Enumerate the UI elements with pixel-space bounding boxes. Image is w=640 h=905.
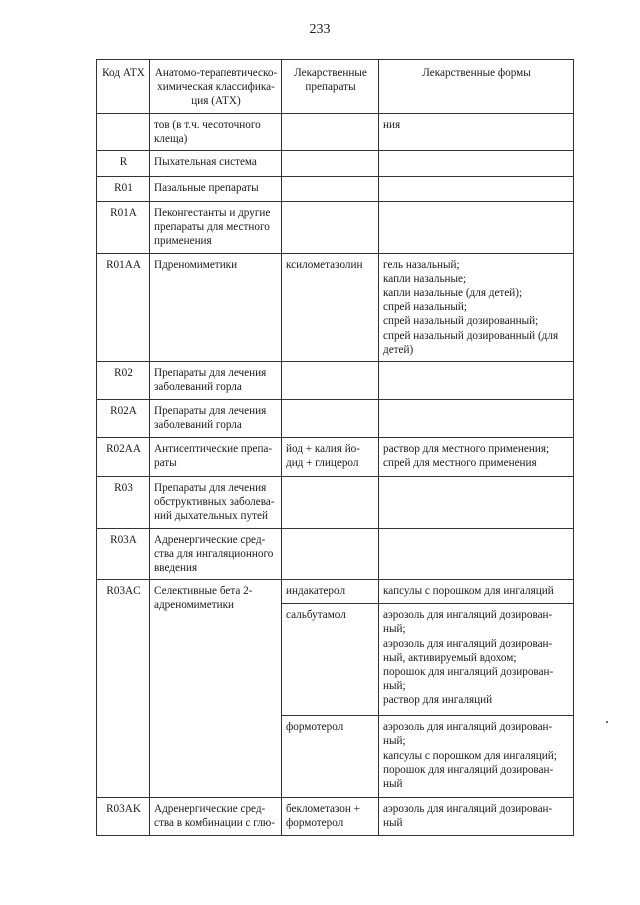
row-classification: Антисептические препа-раты xyxy=(150,438,282,477)
form-line: спрей назальный; xyxy=(383,301,468,314)
form-line: аэрозоль для ингаляций дозирован-ный; xyxy=(383,721,553,748)
row-code: R xyxy=(97,151,150,177)
row-drug: ксилометазолин xyxy=(282,253,379,361)
row-drug: йод + калия йо-дид + глицерол xyxy=(282,438,379,477)
form-line: капли назальные (для детей); xyxy=(383,287,523,300)
table-row xyxy=(97,528,574,580)
header-classification: Анатомо-терапевтическо-химическая классифика-ция (АТХ) xyxy=(150,60,282,114)
row-form xyxy=(379,477,574,529)
table-row xyxy=(97,580,574,604)
form-line: аэрозоль для ингаляций дозирован-ный; xyxy=(383,609,553,636)
row-form-list xyxy=(379,580,574,604)
form-line: порошок для ингаляций дозирован-ный; xyxy=(383,666,554,693)
table-row xyxy=(97,113,574,150)
form-line: гель назальный; xyxy=(383,258,460,271)
row-classification: Пдреномиметики xyxy=(150,253,282,361)
row-form-list xyxy=(379,716,574,798)
row-form: аэрозоль для ингаляций дозирован-ный xyxy=(379,798,574,836)
row-drug: сальбутамол xyxy=(282,604,379,716)
row-classification: Адренергические сред-ства в комбинации с глю- xyxy=(150,798,282,836)
atx-table xyxy=(96,59,574,836)
form-line: порошок для ингаляций дозирован-ный xyxy=(383,763,554,791)
row-form xyxy=(379,528,574,580)
form-line: капсулы с порошком для ингаляций; xyxy=(383,749,557,762)
row-classification: Препараты для лечения заболеваний горла xyxy=(150,400,282,438)
row-form xyxy=(379,400,574,438)
header-forms: Лекарственные формы xyxy=(379,60,574,114)
form-line: спрей для местного применения xyxy=(383,457,537,470)
row-drug xyxy=(282,177,379,202)
row-classification: Селективные бета 2-адреномиметики xyxy=(150,580,282,798)
page-number: 233 xyxy=(309,22,331,37)
table-row xyxy=(97,798,574,836)
row-form xyxy=(379,202,574,254)
table-row xyxy=(97,253,574,361)
row-classification: тов (в т.ч. чесоточного клеща) xyxy=(150,113,282,150)
form-line: капли назальные; xyxy=(383,272,467,285)
row-drug: формотерол xyxy=(282,716,379,798)
scan-speck xyxy=(606,721,608,723)
form-line: спрей назальный дозированный (для детей) xyxy=(383,329,559,356)
row-drug xyxy=(282,151,379,177)
table-row xyxy=(97,400,574,438)
table-row xyxy=(97,438,574,477)
row-classification: Препараты для лечения заболеваний горла xyxy=(150,362,282,400)
row-classification: Адренергические сред-ства для ингаляционного введения xyxy=(150,528,282,580)
form-line: капсулы с порошком для ингаляций xyxy=(383,585,554,598)
row-classification: Препараты для лечения обструктивных заболева-ний дыхательных путей xyxy=(150,477,282,529)
row-code: R02A xyxy=(97,400,150,438)
table-header-row xyxy=(97,60,574,114)
table-row xyxy=(97,362,574,400)
row-form xyxy=(379,151,574,177)
row-form xyxy=(379,362,574,400)
row-drug: индакатерол xyxy=(282,580,379,604)
row-code: R03 xyxy=(97,477,150,529)
row-drug xyxy=(282,113,379,150)
row-form-list xyxy=(379,604,574,716)
row-drug: беклометазон + формотерол xyxy=(282,798,379,836)
row-drug xyxy=(282,528,379,580)
row-form xyxy=(379,177,574,202)
table-row xyxy=(97,477,574,529)
row-classification: Пеконгестанты и другие препараты для местного применения xyxy=(150,202,282,254)
row-drug xyxy=(282,362,379,400)
row-code: R02AA xyxy=(97,438,150,477)
row-code: R01AA xyxy=(97,253,150,361)
row-classification: Пазальные препараты xyxy=(150,177,282,202)
row-code: R01A xyxy=(97,202,150,254)
row-code: R03A xyxy=(97,528,150,580)
form-line: раствор для местного применения; xyxy=(383,443,550,456)
row-code: R01 xyxy=(97,177,150,202)
form-line: аэрозоль для ингаляций дозирован-ный, активируемый вдохом; xyxy=(383,637,553,664)
row-drug xyxy=(282,477,379,529)
row-code: R02 xyxy=(97,362,150,400)
table-row xyxy=(97,151,574,177)
header-code: Код АТХ xyxy=(97,60,150,114)
row-code: R03AC xyxy=(97,580,150,798)
row-classification: Пыхательная система xyxy=(150,151,282,177)
table-row xyxy=(97,202,574,254)
row-form: ния xyxy=(379,113,574,150)
row-form-list xyxy=(379,438,574,477)
row-form-list xyxy=(379,253,574,361)
row-code: R03AK xyxy=(97,798,150,836)
row-code xyxy=(97,113,150,150)
form-line: спрей назальный дозированный; xyxy=(383,315,539,328)
row-drug xyxy=(282,400,379,438)
table-row xyxy=(97,177,574,202)
form-line: раствор для ингаляций xyxy=(383,694,493,707)
row-drug xyxy=(282,202,379,254)
header-drugs: Лекарственные препараты xyxy=(282,60,379,114)
